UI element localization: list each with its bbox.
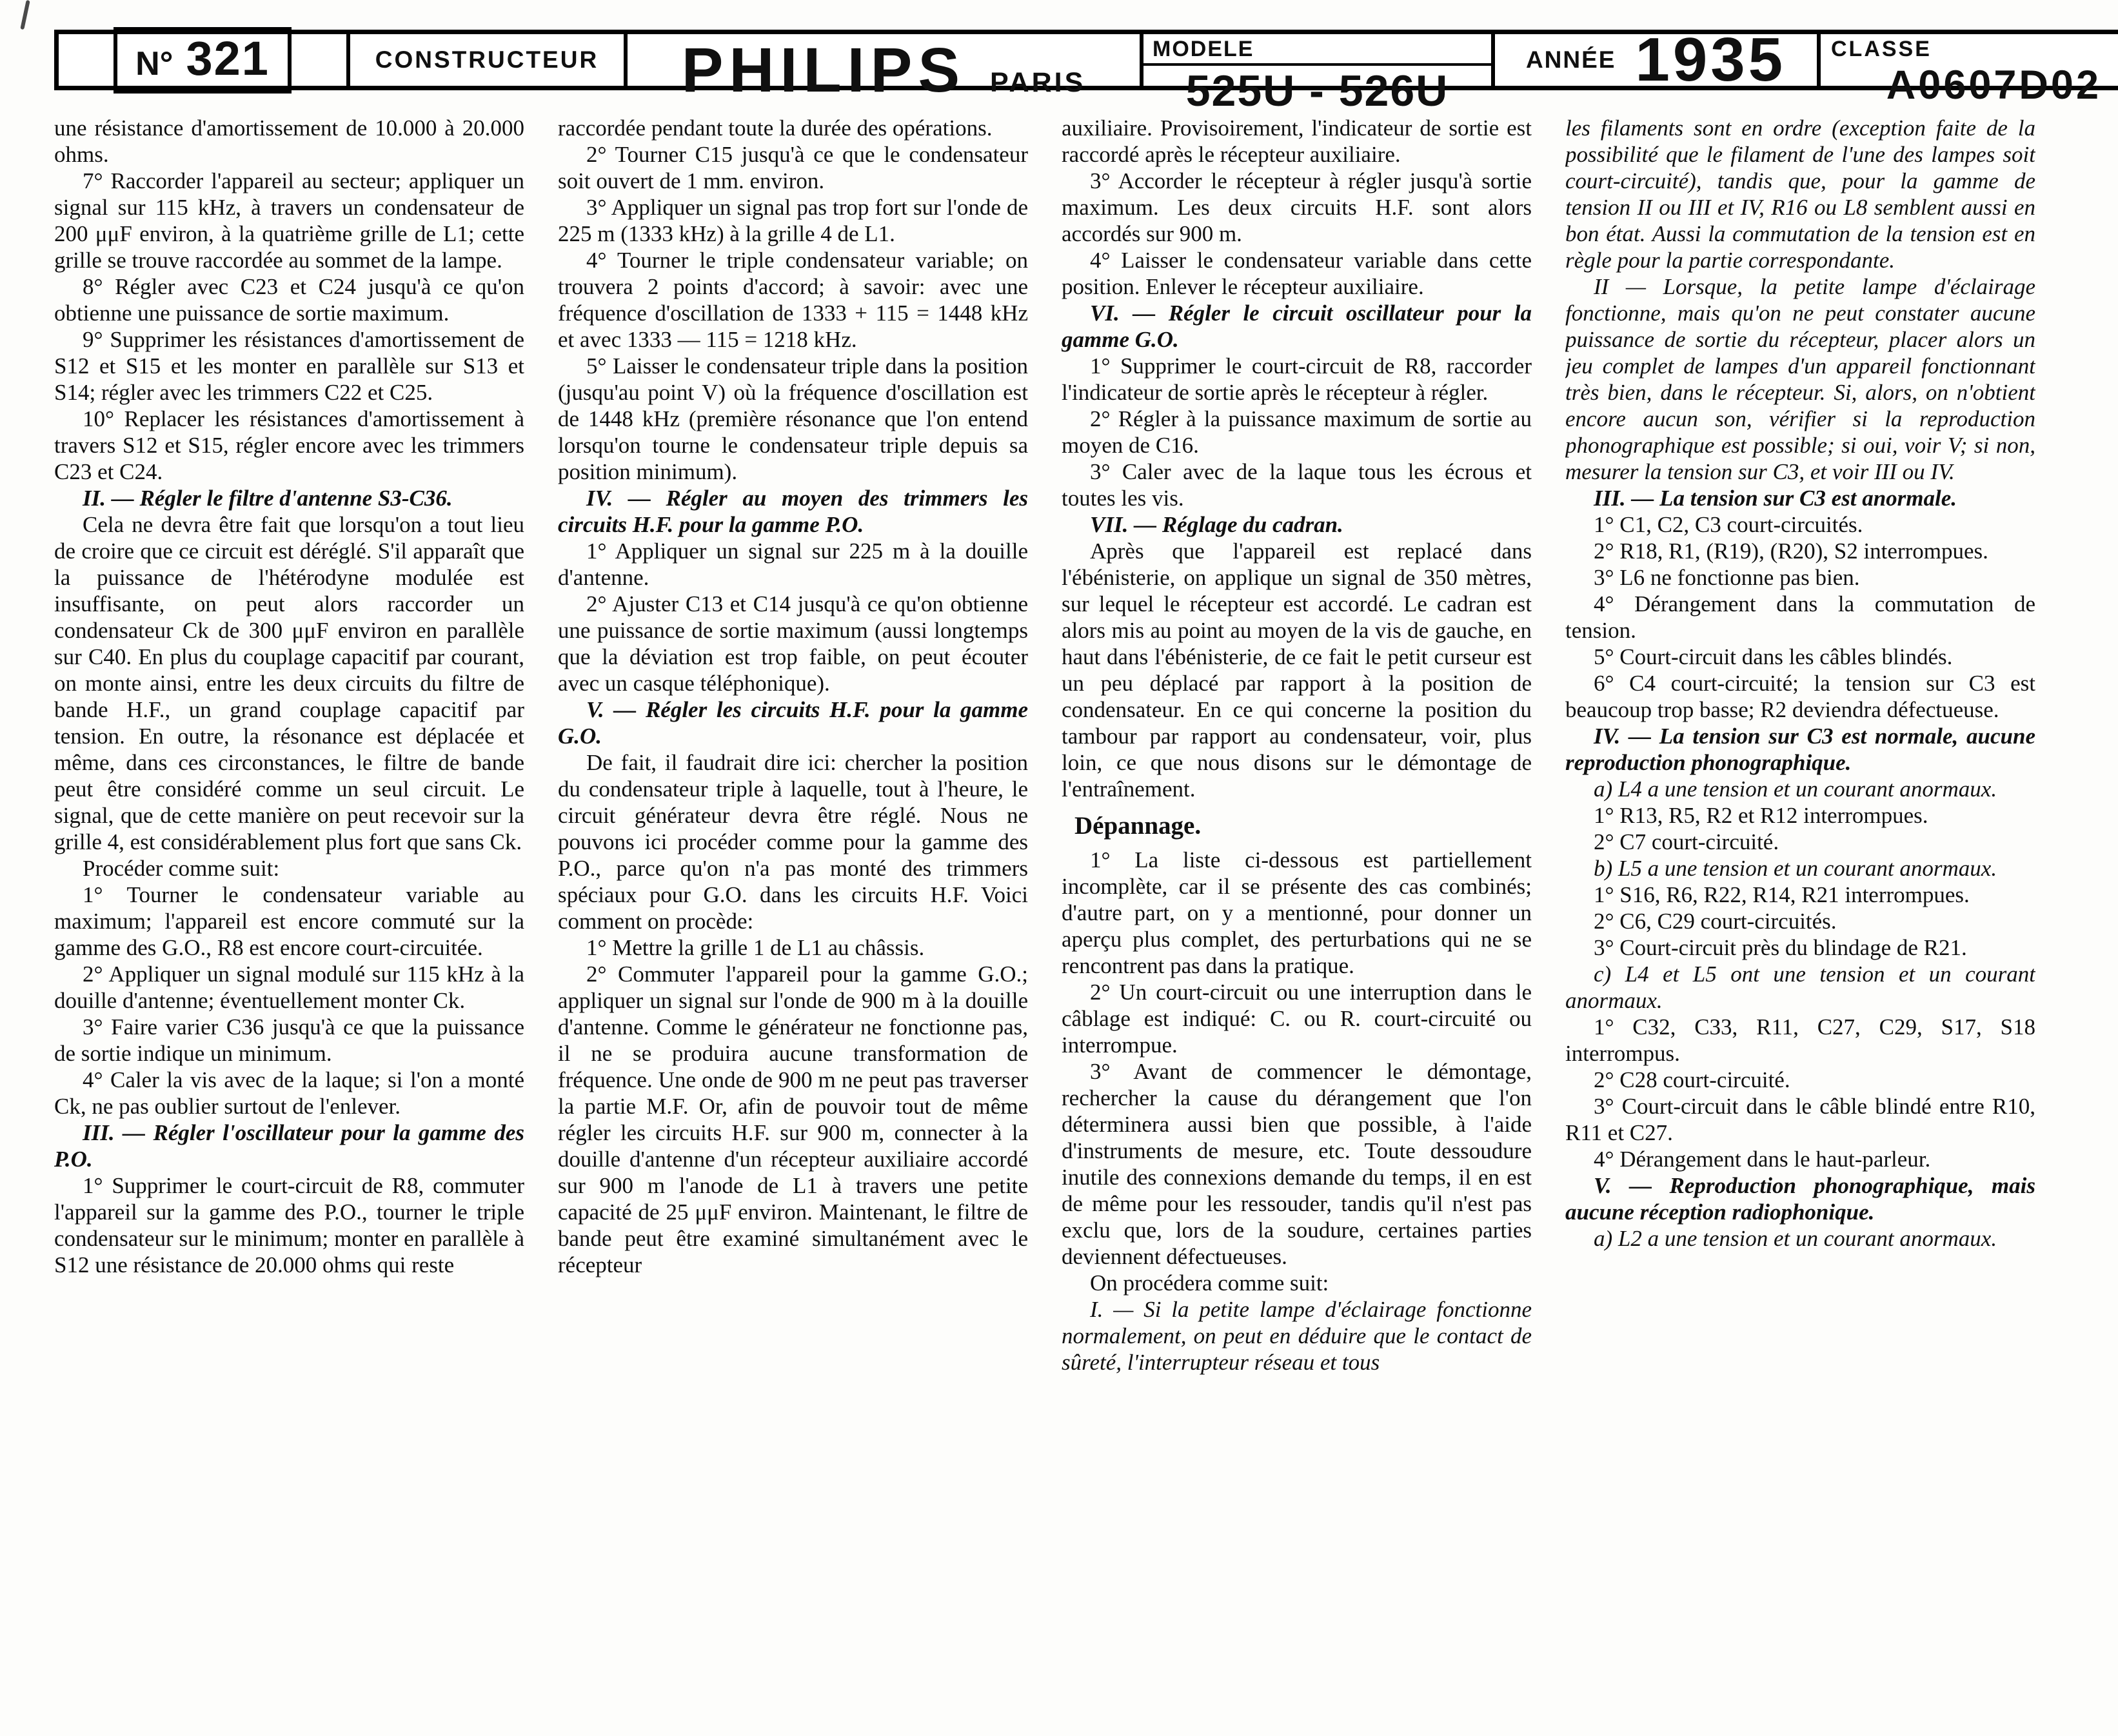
paragraph: I. — Si la petite lampe d'éclairage fonctionne normalement, on peut en déduire que le contact de sûreté, l'interrupteur réseau et tous (1062, 1297, 1532, 1375)
paragraph: II — Lorsque, la petite lampe d'éclairage fonctionne, mais qu'on ne peut constater aucune puissance de sortie du récepteur, placer alors un jeu complet de lampes d'un appareil fonctionnant très bien, dans le récepteur. Si, alors, on n'obtient encore aucun son, vérifier si la reproduction phonographique est possible; si oui, voir V; si non, mesurer la tension sur C3, et voir III ou IV. (1565, 274, 2035, 484)
paragraph: 2° Ajuster C13 et C14 jusqu'à ce qu'on obtienne une puissance de sortie maximum (aussi longtemps que la déviation est trop faible, on peut écouter avec un casque téléphonique). (558, 591, 1028, 696)
column-1 (54, 115, 524, 1713)
paragraph: 3° Court-circuit dans le câble blindé entre R10, R11 et C27. (1565, 1094, 2035, 1145)
paragraph: 3° Caler avec de la laque tous les écrous et toutes les vis. (1062, 459, 1532, 511)
annee-label: ANNÉE (1525, 46, 1616, 73)
paragraph: 7° Raccorder l'appareil au secteur; appliquer un signal sur 115 kHz, à travers un condensateur de 200 μμF environ, à la quatrième grille de L1; cette grille se trouve raccordée au sommet de la lampe. (54, 168, 524, 273)
paragraph: 4° Tourner le triple condensateur variable; on trouvera 2 points d'accord; à savoir: avec une fréquence d'oscillation de 1333 + 115 = 1448 kHz et avec 1333 — 115 = 1218 kHz. (558, 248, 1028, 352)
modele-label: MODELE (1143, 34, 1491, 66)
annee-cell (1495, 25, 1821, 94)
paragraph: V. — Reproduction phonographique, mais aucune réception radiophonique. (1565, 1173, 2035, 1225)
paragraph: 4° Dérangement dans la commutation de tension. (1565, 591, 2035, 643)
paragraph: IV. — Régler au moyen des trimmers les circuits H.F. pour la gamme P.O. (558, 486, 1028, 537)
paragraph: 5° Laisser le condensateur triple dans la position (jusqu'au point V) où la fréquence d'oscillation est de 1448 kHz (première résonance que l'on entend lorsqu'on tourne le condensateur triple depuis sa position minimum). (558, 353, 1028, 484)
doc-number-label: N° (135, 44, 173, 83)
paragraph: a) L4 a une tension et un courant anormaux. (1594, 776, 1997, 802)
paragraph: 1° Supprimer le court-circuit de R8, raccorder l'indicateur de sortie après le récepteur à régler. (1062, 353, 1532, 405)
paragraph: IV. — La tension sur C3 est normale, aucune reproduction phonographique. (1565, 724, 2035, 775)
paragraph: De fait, il faudrait dire ici: chercher la position du condensateur triple à laquelle, tout à l'heure, le circuit générateur devra être réglé. Nous ne pouvons ici procéder comme pour la gamme des P.O., parce qu'on n'a pas monté des trimmers spéciaux pour G.O. dans les circuits H.F. Voici comment on procède: (558, 750, 1028, 934)
paragraph: III. — La tension sur C3 est anormale. (1594, 486, 1957, 511)
paragraph: II. — Régler le filtre d'antenne S3-C36. (83, 486, 453, 511)
paragraph: 1° C32, C33, R11, C27, C29, S17, S18 interrompus. (1565, 1014, 2035, 1066)
paragraph: On procédera comme suit: (1090, 1270, 1329, 1296)
paragraph: 1° La liste ci-dessous est partiellement incomplète, car il se présente des cas combinés; d'autre part, on y a mentionné, pour donner un aperçu plus complet, des perturbations qui ne se rencontrent pas dans la pratique. (1062, 847, 1532, 978)
paragraph: a) L2 a une tension et un courant anormaux. (1594, 1226, 1997, 1251)
paragraph: 8° Régler avec C23 et C24 jusqu'à ce qu'on obtienne une puissance de sortie maximum. (54, 274, 524, 326)
paragraph: 3° Appliquer un signal pas trop fort sur l'onde de 225 m (1333 kHz) à la grille 4 de L1. (558, 195, 1028, 246)
paragraph: 1° Supprimer le court-circuit de R8, commuter l'appareil sur la gamme des P.O., tourner le triple condensateur sur le minimum; monter en parallèle à S12 une résistance de 20.000 ohms qui reste (54, 1173, 524, 1277)
paragraph: 2° Commuter l'appareil pour la gamme G.O.; appliquer un signal sur l'onde de 900 m à la douille d'antenne. Comme le générateur ne fonctionne pas, il ne se produira aucune transformation de fréquence. Une onde de 900 m ne peut pas traverser la partie M.F. Or, afin de pouvoir tout de même régler les circuits H.F. sur 900 m, connecter à la douille d'antenne d'un récepteur auxiliaire accordé sur 900 m l'anode de L1 à travers une petite capacité de 25 μμF environ. Maintenant, le filtre de bande peut être examiné simultanément avec le récepteur (558, 962, 1028, 1277)
paragraph: Procéder comme suit: (83, 856, 280, 881)
document-body (54, 115, 2035, 1713)
paragraph: 6° C4 court-circuité; la tension sur C3 est beaucoup trop basse; R2 deviendra défectueuse. (1565, 671, 2035, 722)
paragraph: III. — Régler l'oscillateur pour la gamme des P.O. (54, 1120, 524, 1172)
paragraph: 2° C6, C29 court-circuités. (1594, 909, 1837, 934)
paragraph: 2° Un court-circuit ou une interruption dans le câblage est indiqué: C. ou R. court-circuité ou interrompue. (1062, 980, 1532, 1058)
paragraph: une résistance d'amortissement de 10.000 à 20.000 ohms. (54, 115, 524, 167)
paragraph: 3° L6 ne fonctionne pas bien. (1594, 565, 1860, 590)
paragraph: 2° C28 court-circuité. (1594, 1067, 1790, 1092)
pen-mark (20, 0, 30, 30)
brand-city: PARIS (990, 67, 1086, 98)
paragraph: 1° Appliquer un signal sur 225 m à la douille d'antenne. (558, 538, 1028, 590)
paragraph: 1° R13, R5, R2 et R12 interrompues. (1594, 803, 1928, 828)
paragraph: VII. — Réglage du cadran. (1090, 512, 1343, 537)
annee-value: 1935 (1635, 25, 1786, 94)
header-bar (54, 25, 2118, 115)
paragraph: VI. — Régler le circuit oscillateur pour la gamme G.O. (1062, 301, 1532, 352)
paragraph: 3° Court-circuit près du blindage de R21. (1594, 935, 1967, 960)
paragraph: 3° Avant de commencer le démontage, rechercher la cause du dérangement que l'on déterminera aussi bien que possible, à l'aide d'instruments de mesure, etc. Toute dessoudure inutile des connexions demande du temps, il en est de même pour les ressouder, tandis qu'il n'est pas exclu que, lors de la soudure, certaines parties deviennent défectueuses. (1062, 1059, 1532, 1269)
paragraph: 3° Accorder le récepteur à régler jusqu'à sortie maximum. Les deux circuits H.F. sont alors accordés sur 900 m. (1062, 168, 1532, 246)
paragraph: 2° C7 court-circuité. (1594, 829, 1779, 854)
paragraph: 2° Régler à la puissance maximum de sortie au moyen de C16. (1062, 406, 1532, 458)
constructeur-cell (350, 34, 628, 86)
paragraph: 3° Faire varier C36 jusqu'à ce que la puissance de sortie indique un minimum. (54, 1014, 524, 1066)
paragraph: 10° Replacer les résistances d'amortissement à travers S12 et S15, régler encore avec les trimmers C23 et C24. (54, 406, 524, 484)
paragraph: 2° R18, R1, (R19), (R20), S2 interrompues. (1594, 538, 1988, 564)
doc-number-value: 321 (186, 31, 270, 85)
paragraph: 1° S16, R6, R22, R14, R21 interrompues. (1594, 882, 1970, 907)
doc-number-cell (59, 31, 350, 86)
paragraph: 1° Tourner le condensateur variable au maximum; l'appareil est encore commuté sur la gamme des G.O., R8 est encore court-circuitée. (54, 882, 524, 960)
paragraph: 1° Mettre la grille 1 de L1 au châssis. (586, 935, 925, 960)
paragraph: 1° C1, C2, C3 court-circuités. (1594, 512, 1863, 537)
paragraph: raccordée pendant toute la durée des opérations. (558, 115, 993, 141)
paragraph: c) L4 et L5 ont une tension et un courant anormaux. (1565, 962, 2035, 1013)
paragraph: 9° Supprimer les résistances d'amortissement de S12 et S15 et les monter en parallèle sur S13 et S14; régler avec les trimmers C22 et C25. (54, 327, 524, 405)
classe-cell (1821, 34, 2118, 108)
paragraph: auxiliaire. Provisoirement, l'indicateur de sortie est raccordé après le récepteur auxiliaire. (1062, 115, 1532, 167)
paragraph: 5° Court-circuit dans les câbles blindés. (1594, 644, 1953, 669)
paragraph: 2° Tourner C15 jusqu'à ce que le condensateur soit ouvert de 1 mm. environ. (558, 142, 1028, 193)
modele-cell (1143, 34, 1495, 115)
paragraph: b) L5 a une tension et un courant anormaux. (1594, 856, 1997, 881)
paragraph: Après que l'appareil est replacé dans l'ébénisterie, on applique un signal de 350 mètres, sur lequel le récepteur est accordé. Le cadran est alors mis au point au moyen de la vis de gauche, en haut dans l'ébénisterie, de ce fait le petit curseur est un peu déplacé par rapport à la position de condensateur. En ce qui concerne la position du tambour par rapport au condensateur, voir, plus loin, ce que nous disons sur le démontage de l'entraînement. (1062, 538, 1532, 802)
paragraph: 4° Dérangement dans le haut-parleur. (1594, 1147, 1931, 1172)
constructeur-label: CONSTRUCTEUR (375, 46, 599, 73)
column-2 (558, 115, 1028, 1713)
brand-cell (628, 34, 1143, 105)
classe-label: CLASSE (1831, 37, 1932, 61)
paragraph: Cela ne devra être fait que lorsqu'on a tout lieu de croire que ce circuit est déréglé. S'il apparaît que la puissance de l'hétérodyne modulée est insuffisante, on peut alors raccorder un condensateur Ck de 300 μμF environ en parallèle sur C40. En plus du couplage capacitif par courant, on monte ainsi, entre les deux circuits du filtre de bande H.F., un grand couplage capacitif par tension. En outre, la résonance est déplacée et même, dans ces circonstances, le filtre de bande peut être considéré comme un seul circuit. Le signal, que de cette manière on peut recevoir sur la grille 4, est considérablement plus fort que sans Ck. (54, 512, 524, 854)
brand-name: PHILIPS (681, 35, 966, 105)
classe-value: A0607D02 (1886, 63, 2101, 108)
column-3 (1062, 115, 1532, 1713)
paragraph: Dépannage. (1074, 812, 1202, 840)
doc-number-box (114, 27, 292, 94)
paragraph: 2° Appliquer un signal modulé sur 115 kHz à la douille d'antenne; éventuellement monter Ck. (54, 962, 524, 1013)
column-4 (1565, 115, 2035, 1713)
paragraph: les filaments sont en ordre (exception faite de la possibilité que le filament de l'une des lampes soit court-circuité), tandis que, pour la gamme de tension II ou III et IV, R16 ou L8 semblent aussi en bon état. Aussi la commutation de la tension est en règle pour la partie correspondante. (1565, 115, 2035, 273)
modele-value: 525U - 526U (1185, 66, 1449, 115)
paragraph: 4° Caler la vis avec de la laque; si l'on a monté Ck, ne pas oublier surtout de l'enlever. (54, 1067, 524, 1119)
paragraph: V. — Régler les circuits H.F. pour la gamme G.O. (558, 697, 1028, 749)
paragraph: 4° Laisser le condensateur variable dans cette position. Enlever le récepteur auxiliaire. (1062, 248, 1532, 299)
